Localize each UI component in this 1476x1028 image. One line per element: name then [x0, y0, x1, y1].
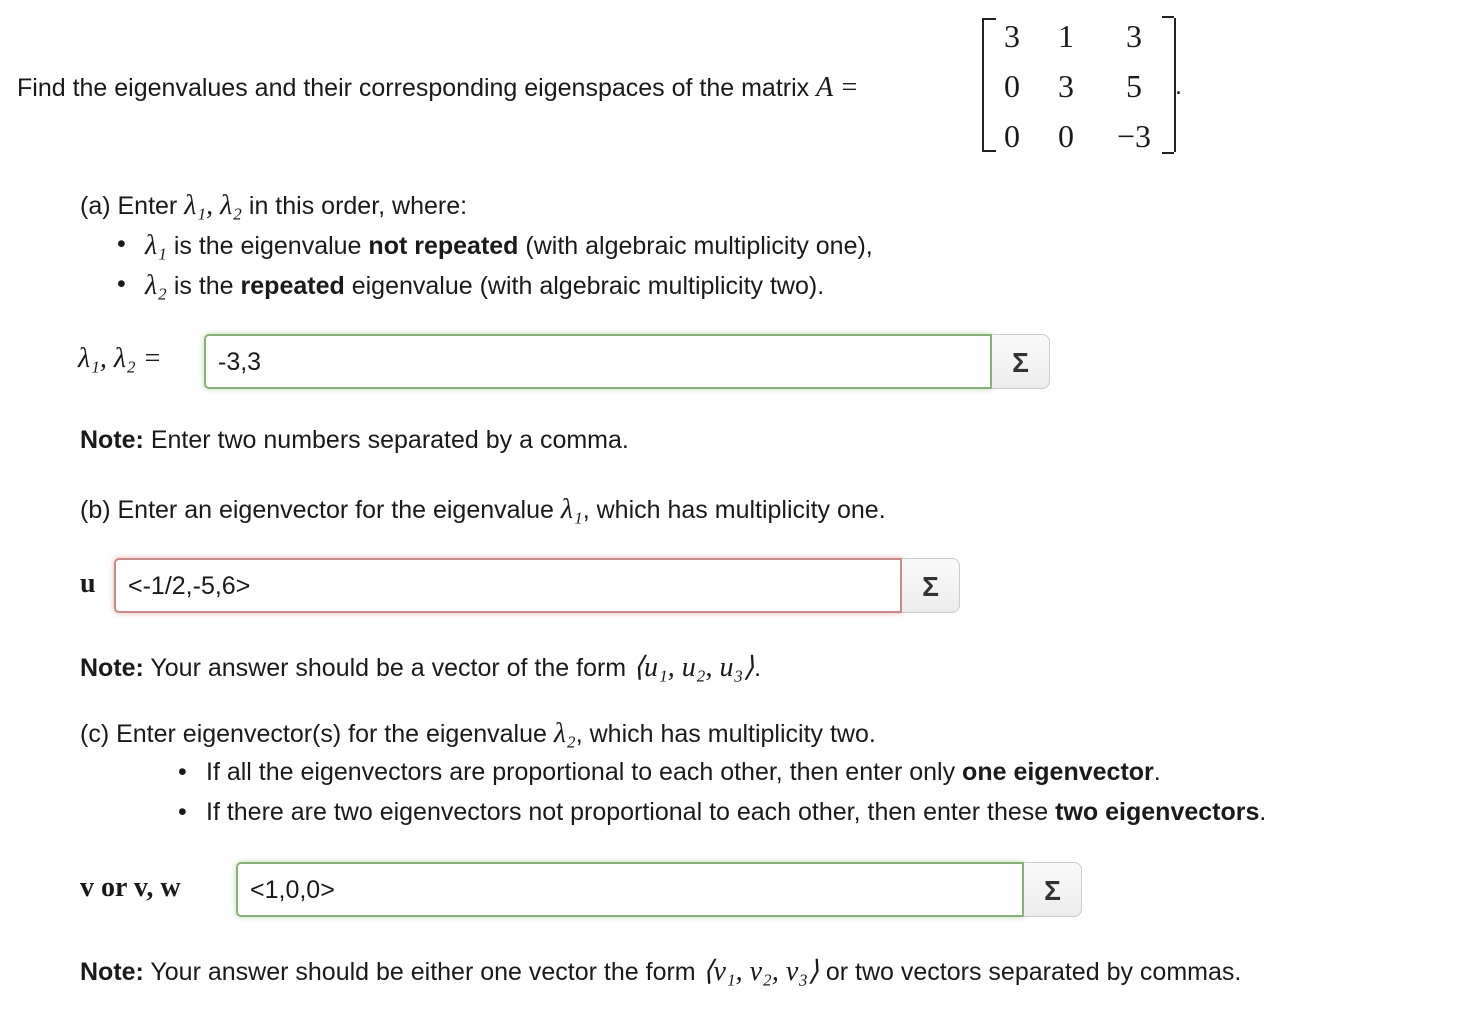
matrix-cell: 1 — [1058, 18, 1074, 54]
part-b-note: Note: Your answer should be a vector of the form ⟨u₁, u₂, u₃⟩. — [80, 652, 762, 683]
matrix-cell: 0 — [1004, 118, 1020, 154]
equation-editor-button[interactable]: Σ — [992, 334, 1050, 389]
part-a-bullet-2: • λ₂ is the repeated eigenvalue (with algebraic multiplicity two). — [145, 270, 824, 302]
u-label: u — [80, 568, 96, 599]
equation-editor-button[interactable]: Σ — [902, 558, 960, 613]
part-a-heading: (a) Enter λ₁, λ₂ in this order, where: — [80, 190, 468, 221]
eigenvector-vw-input[interactable]: <1,0,0> — [236, 862, 1024, 917]
part-c-bullet-1: • If all the eigenvectors are proportional to each other, then enter only one eigenvector. — [206, 758, 1161, 787]
part-a-note: Note: Enter two numbers separated by a comma. — [80, 426, 629, 454]
question-text: Find the eigenvalues and their corresponding eigenspaces of the matrix A = — [17, 72, 859, 103]
matrix-cell: 0 — [1004, 68, 1020, 104]
matrix-cell: 3 — [1126, 18, 1142, 54]
part-c-bullet-2: • If there are two eigenvectors not proportional to each other, then enter these two eigenvectors. — [206, 798, 1266, 827]
equation-editor-button[interactable]: Σ — [1024, 862, 1082, 917]
part-c-note: Note: Your answer should be either one vector the form ⟨v₁, v₂, v₃⟩ or two vectors separated by commas. — [80, 956, 1242, 987]
matrix-cell: −3 — [1116, 118, 1152, 154]
lambda-label: λ₁, λ₂ = — [78, 343, 162, 374]
period: . — [1175, 72, 1182, 100]
vw-label: v or v, w — [80, 872, 181, 903]
part-c-heading: (c) Enter eigenvector(s) for the eigenvalue λ₂, which has multiplicity two. — [80, 718, 876, 749]
matrix-cell: 5 — [1126, 68, 1142, 104]
matrix-cell: 0 — [1058, 118, 1074, 154]
matrix-cell: 3 — [1004, 18, 1020, 54]
part-a-bullet-1: • λ₁ is the eigenvalue not repeated (with algebraic multiplicity one), — [145, 230, 873, 262]
eigenvector-u-input[interactable]: <-1/2,-5,6> — [114, 558, 902, 613]
part-b-heading: (b) Enter an eigenvector for the eigenvalue λ₁, which has multiplicity one. — [80, 494, 886, 525]
matrix-cell: 3 — [1058, 68, 1074, 104]
matrix-a — [982, 18, 1176, 152]
eigenvalues-input[interactable]: -3,3 — [204, 334, 992, 389]
